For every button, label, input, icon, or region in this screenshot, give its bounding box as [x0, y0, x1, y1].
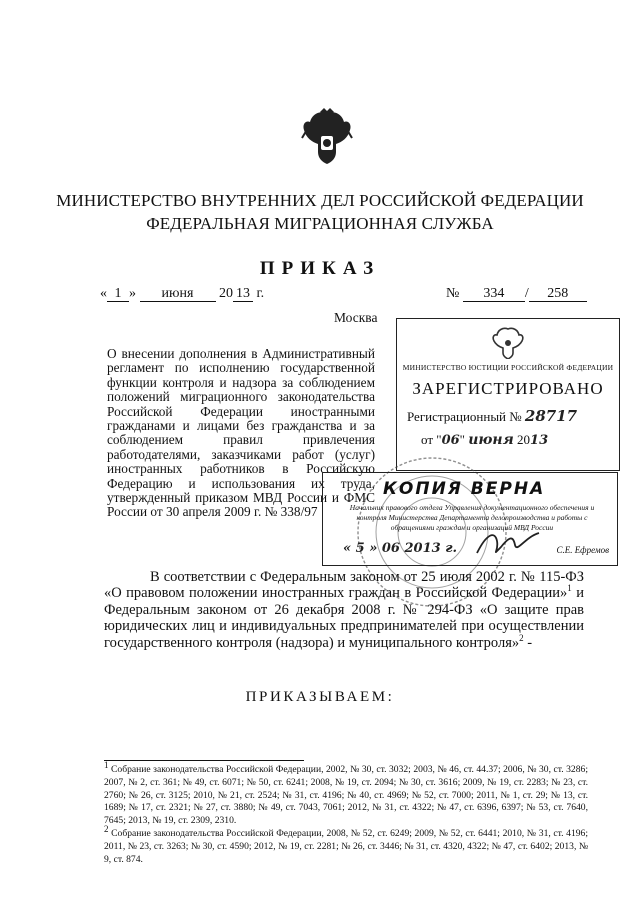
order-number-main: 334 — [463, 287, 525, 302]
order-command: ПРИКАЗЫВАЕМ: — [245, 689, 395, 705]
copy-verified-date: « 5 » 06 2013 г. — [343, 541, 458, 556]
stamp-reg-date: от "06" июня 2013 — [421, 432, 549, 448]
footnote-divider — [104, 760, 304, 761]
order-subject: О внесении дополнения в Административный регламент по исполнению государственной функции контроля и надзора за соблюдением положений миграционного законодательства Российской Федерации иностранными гражданами и лицами без гражданства и за соблюдением правил привлечения работодателями, заказчиками работ (услуг) иностранных работников в Российскую Федерацию и использования их труда, утвержденный приказом МВД России и ФМС России от 30 апреля 2009 г. № 338/97 — [107, 346, 375, 520]
stamp-registered: ЗАРЕГИСТРИРОВАНО — [412, 379, 604, 398]
order-date: « 1 » июня 20 13 г. — [100, 286, 265, 301]
order-day: 1 — [107, 287, 129, 302]
coat-of-arms-icon — [300, 108, 354, 166]
order-number-suffix: 258 — [529, 287, 587, 302]
service-name: ФЕДЕРАЛЬНАЯ МИГРАЦИОННАЯ СЛУЖБА — [146, 214, 494, 233]
order-year: 13 — [233, 287, 253, 302]
order-number: № 334 / 258 — [446, 286, 587, 302]
order-preamble: В соответствии с Федеральным законом от 25 июля 2002 г. № 115-ФЗ «О правовом положении иностранных граждан в Российской Федерации»$^1$ и Федеральным законом от 26 декабря 2008 г. № 294-ФЗ «О защите прав юридических лиц и индивидуальных предпринимателей при осуществлении государственного контроля (надзора) и муниципального контроля»$^2$ - — [104, 569, 584, 651]
registration-stamp — [396, 318, 620, 471]
order-title: ПРИКАЗ — [259, 258, 381, 279]
copy-verified-title: КОПИЯ ВЕРНА — [383, 479, 546, 499]
footnotes — [104, 759, 588, 866]
copy-verified-signer: С.Е. Ефремов — [556, 545, 609, 555]
copy-verified-stamp — [322, 472, 618, 566]
footnote-2: $^2$ Собрание законодательства Российской Федерации, 2008, № 52, ст. 6249; 2009, № 52, ст. 6441; 2010, № 31, ст. 4196; 2011, № 23, ст. 3263; № 30, ст. 4590; 2012, № 19, ст. 2281; № 26, ст. 3446; № 31, ст. 4320, 4322; № 47, ст. 6402; 2013, № 9, ст. 874. — [104, 823, 588, 865]
stamp-crest-icon — [491, 325, 525, 359]
stamp-org: МИНИСТЕРСТВО ЮСТИЦИИ РОССИЙСКОЙ ФЕДЕРАЦИИ — [402, 363, 614, 372]
city: Москва — [334, 310, 378, 325]
stamp-reg-number: Регистрационный № 28717 — [407, 407, 578, 425]
signature-icon — [473, 527, 543, 561]
ministry-name: МИНИСТЕРСТВО ВНУТРЕННИХ ДЕЛ РОССИЙСКОЙ ФЕДЕРАЦИИ — [56, 191, 584, 210]
reg-number-handwritten: 28717 — [524, 407, 578, 425]
copy-verified-desc: Начальник правового отдела Управления документационного обеспечения и контроля Министерства Департамента делопроизводства и работы с обращениями граждан и организаций МВД России — [349, 503, 595, 532]
footnote-1: $^1$ Собрание законодательства Российской Федерации, 2002, № 30, ст. 3032; 2003, № 46, ст. 44.37; 2006, № 30, ст. 3286; 2007, № 2, ст. 361; № 49, ст. 6071; № 50, ст. 6241; 2008, № 19, ст. 2094; № 30, ст. 3616; 2009, № 19, ст. 2283; № 23, ст. 2760; № 26, ст. 3125; 2010, № 21, ст. 2524; № 31, ст. 4196; № 40, ст. 4969; № 52, ст. 7000; 2011, № 1, ст. 29; № 13, ст. 1689; № 17, ст. 2321; № 27, ст. 3880; № 49, ст. 7043, 7061; 2012, № 31, ст. 4322; № 47, ст. 6396, 6397; № 53, ст. 7640, 7645; 2013, № 19, ст. 2309, 2310. — [104, 759, 588, 827]
order-month: июня — [140, 287, 216, 302]
